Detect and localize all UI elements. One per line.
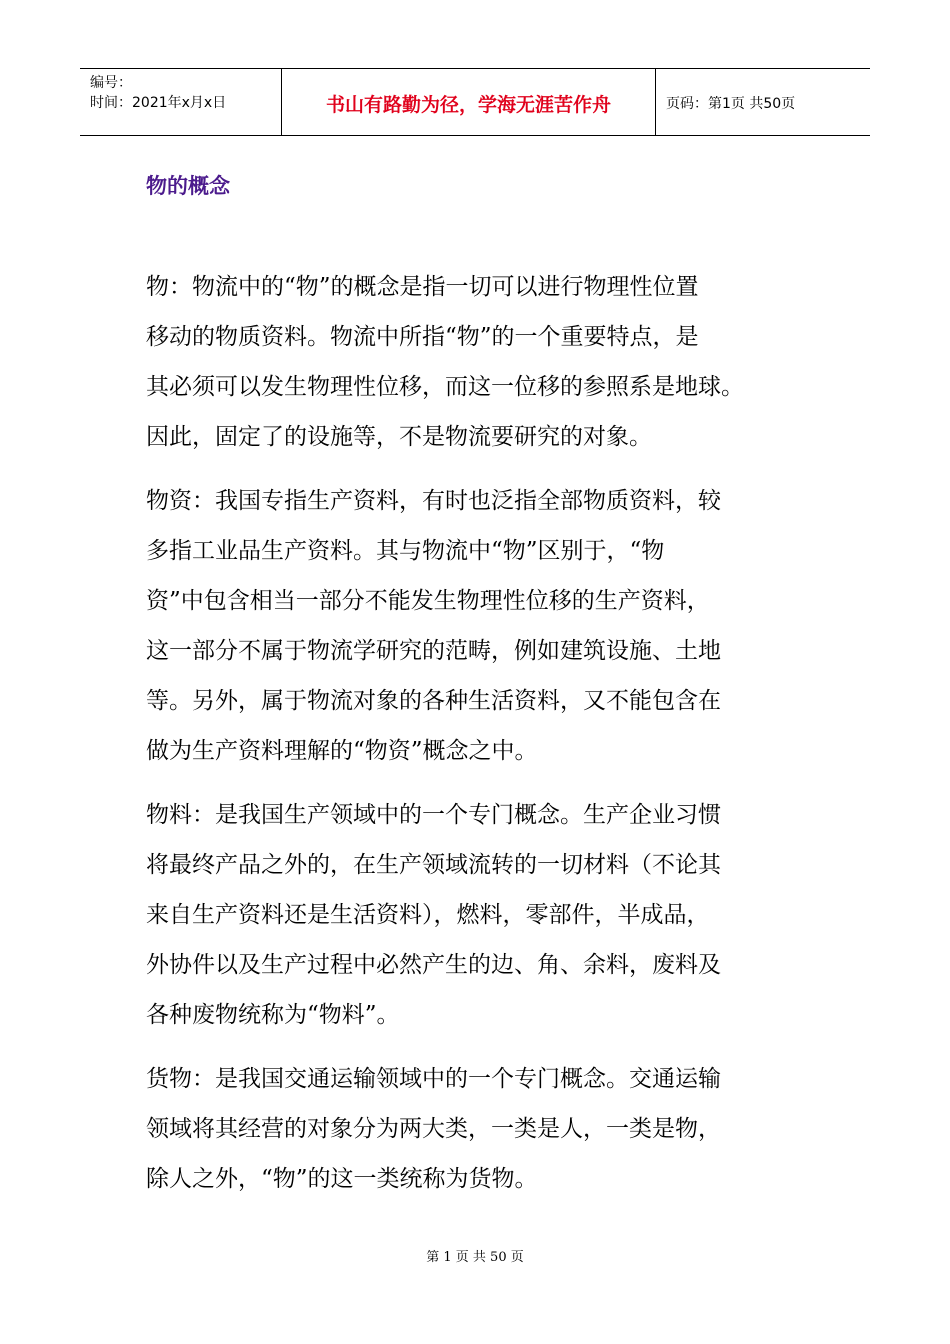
header-meta-cell	[80, 69, 282, 135]
paragraph-wu: 物：物流中的“物”的概念是指一切可以进行物理性位置 移动的物质资料。物流中所指“物”的一个重要特点，是 其必须可以发生物理性位移，而这一位移的参照系是地球。 因此，固定了的设施等，不是物流要研究的对象。	[146, 274, 744, 450]
header-motto: 书山有路勤为径，学海无涯苦作舟	[325, 93, 611, 116]
document-date-label: 时间：2021年x月x日	[90, 95, 227, 111]
header-motto-cell	[282, 69, 656, 135]
page-footer: 第 1 页 共 50 页	[426, 1250, 524, 1265]
document-number-label: 编号：	[90, 75, 132, 91]
document-title: 物的概念	[146, 173, 230, 198]
paragraph-wuliao: 物料：是我国生产领域中的一个专门概念。生产企业习惯 将最终产品之外的，在生产领域流转的一切材料（不论其 来自生产资料还是生活资料），燃料，零部件，半成品， 外协件以及生产过程中必然产生的边、角、余料，废料及 各种废物统称为“物料”。	[146, 802, 721, 1028]
paragraph-huowu: 货物：是我国交通运输领域中的一个专门概念。交通运输 领域将其经营的对象分为两大类，一类是人，一类是物， 除人之外，“物”的这一类统称为货物。	[146, 1066, 721, 1192]
header-page-cell	[656, 69, 870, 135]
document-body	[146, 262, 796, 1218]
header-page-info: 页码：第1页 共50页	[666, 96, 796, 112]
paragraph-wuzi: 物资：我国专指生产资料，有时也泛指全部物质资料，较 多指工业品生产资料。其与物流中“物”区别于，“物 资”中包含相当一部分不能发生物理性位移的生产资料， 这一部分不属于物流学研究的范畴，例如建筑设施、土地 等。另外，属于物流对象的各种生活资料，又不能包含在 做为生产资料理解的“物资”概念之中。	[146, 488, 721, 764]
document-header	[80, 68, 870, 136]
